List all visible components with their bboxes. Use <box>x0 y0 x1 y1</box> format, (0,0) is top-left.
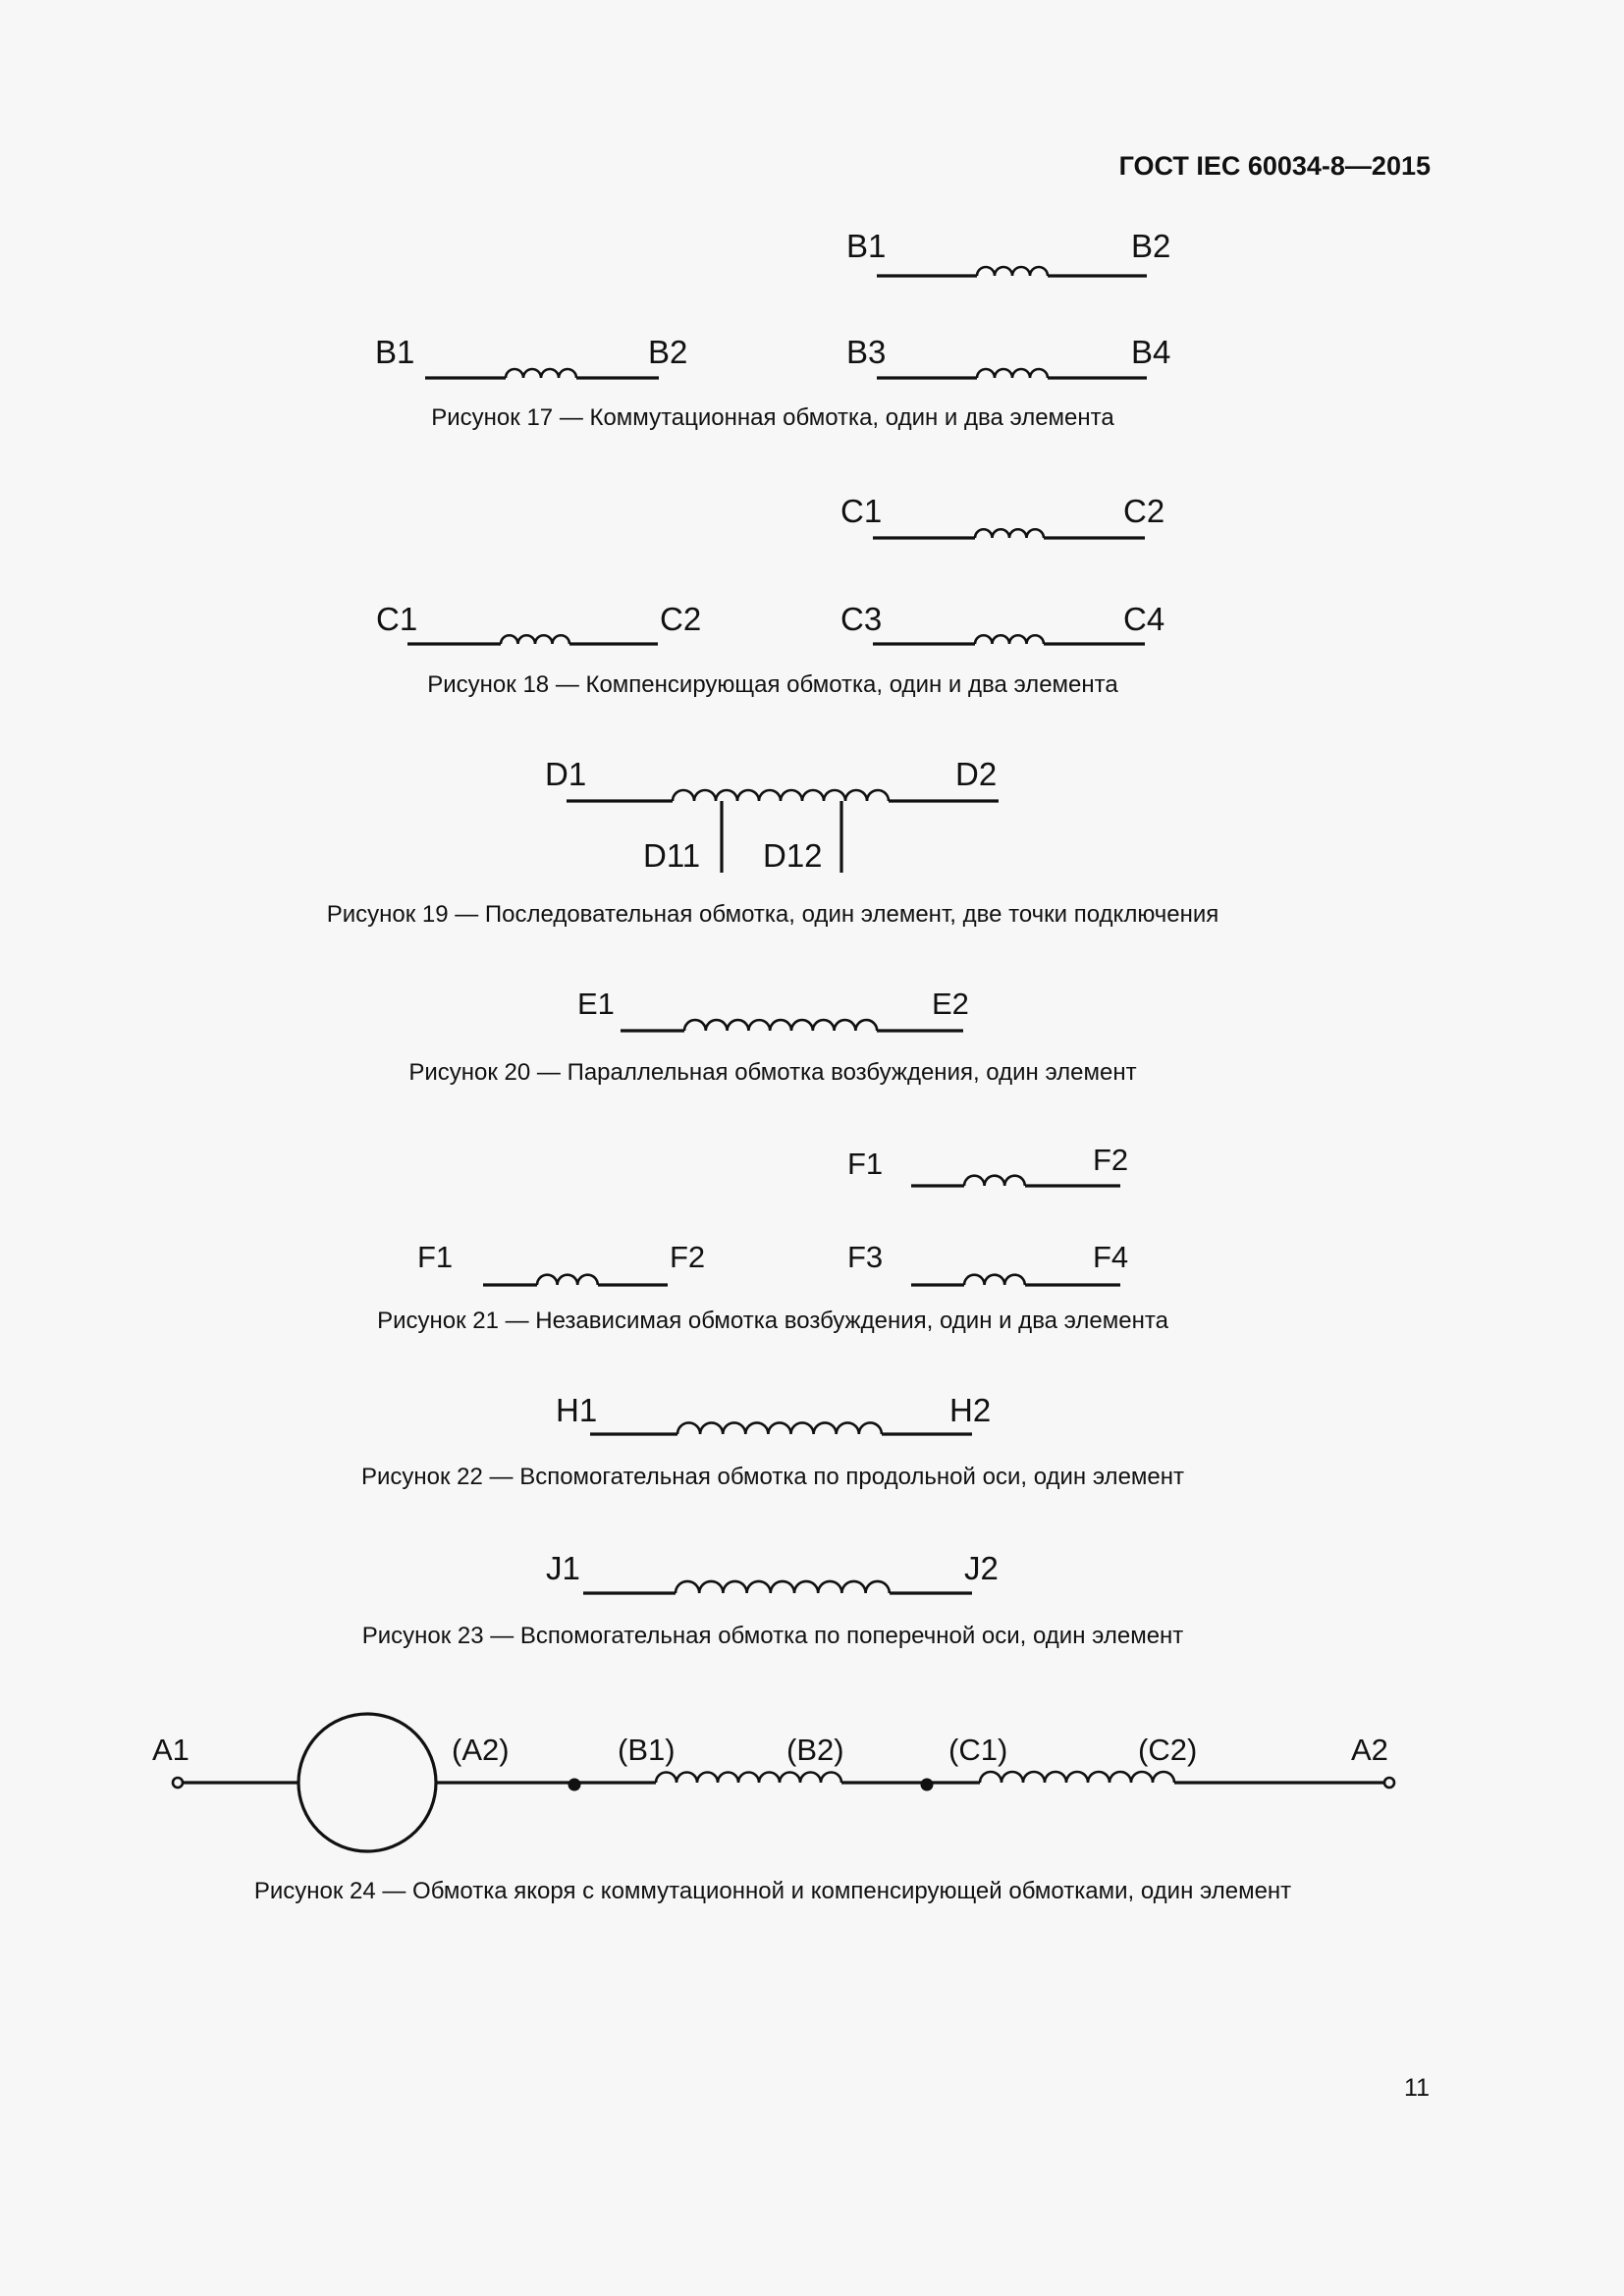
fig22-label-left: H1 <box>556 1392 598 1428</box>
fig19-tap-label-2: D12 <box>763 837 823 874</box>
fig17-top-label-right: B2 <box>1131 228 1171 264</box>
fig23-caption: Рисунок 23 — Вспомогательная обмотка по поперечной оси, один элемент <box>361 1623 1184 1649</box>
coil-winding <box>977 369 1048 378</box>
fig21-top-winding <box>847 1143 1128 1186</box>
armature-circle <box>298 1714 436 1851</box>
coil-winding <box>506 369 576 378</box>
fig21-single-winding <box>417 1240 705 1285</box>
fig18-top-winding <box>840 493 1164 538</box>
coil-winding <box>964 1176 1025 1186</box>
fig17-bottom-label-left: B3 <box>846 334 887 370</box>
fig18-caption: Рисунок 18 — Компенсирующая обмотка, один и два элемента <box>427 671 1118 698</box>
coil-winding <box>975 529 1044 538</box>
terminal-a1-open <box>173 1778 183 1788</box>
fig21-single-label-left: F1 <box>417 1240 454 1274</box>
fig18-single-label-left: C1 <box>376 601 418 637</box>
fig24-label-c1: (C1) <box>948 1733 1008 1767</box>
fig18-bottom-label-right: C4 <box>1123 601 1165 637</box>
coil-winding <box>684 1020 877 1031</box>
standard-header: ГОСТ IEC 60034-8—2015 <box>1118 151 1431 181</box>
coil-winding <box>975 635 1044 644</box>
fig20-caption: Рисунок 20 — Параллельная обмотка возбуждения, один элемент <box>408 1059 1137 1086</box>
fig17-single-winding <box>375 334 687 378</box>
coil-winding <box>964 1275 1025 1285</box>
fig24-label-c2: (C2) <box>1138 1733 1198 1767</box>
fig18-bottom-winding <box>840 601 1164 644</box>
fig18-top-label-right: C2 <box>1123 493 1165 529</box>
fig17-top-winding <box>846 228 1170 276</box>
figure-24 <box>152 1714 1394 1904</box>
figure-19 <box>327 756 1219 928</box>
fig21-bottom-winding <box>847 1240 1128 1285</box>
fig21-single-label-right: F2 <box>670 1240 706 1274</box>
fig24-label-b1: (B1) <box>618 1733 676 1767</box>
fig18-top-label-left: C1 <box>840 493 883 529</box>
figure-18 <box>376 493 1164 698</box>
fig22-caption: Рисунок 22 — Вспомогательная обмотка по продольной оси, один элемент <box>360 1464 1185 1490</box>
figure-23 <box>362 1550 1184 1649</box>
fig20-label-left: E1 <box>577 987 615 1021</box>
fig21-bottom-label-right: F4 <box>1093 1240 1129 1274</box>
fig17-bottom-winding <box>846 334 1170 378</box>
fig24-label-a1: A1 <box>152 1733 189 1767</box>
figure-17 <box>375 228 1170 431</box>
fig20-label-right: E2 <box>932 987 969 1021</box>
coil-winding <box>977 267 1048 276</box>
figure-21 <box>377 1143 1169 1334</box>
fig19-caption: Рисунок 19 — Последовательная обмотка, один элемент, две точки подключения <box>326 901 1219 928</box>
fig24-label-a2-internal: (A2) <box>452 1733 510 1767</box>
fig17-single-label-left: B1 <box>375 334 415 370</box>
coil-winding <box>676 1581 890 1593</box>
fig23-label-right: J2 <box>964 1550 999 1586</box>
fig19-label-left: D1 <box>545 756 587 792</box>
coil-winding <box>656 1773 841 1784</box>
fig24-label-b2: (B2) <box>786 1733 844 1767</box>
coil-winding <box>980 1772 1174 1783</box>
fig21-top-label-left: F1 <box>847 1147 884 1181</box>
terminal-a2-open <box>1384 1778 1394 1788</box>
fig18-single-winding <box>376 601 701 644</box>
coil-winding <box>677 1422 882 1434</box>
junction-dot-2 <box>921 1779 934 1791</box>
coil-winding <box>501 635 569 644</box>
page-number: 11 <box>1404 2074 1430 2102</box>
fig21-top-label-right: F2 <box>1093 1143 1129 1177</box>
fig24-caption: Рисунок 24 — Обмотка якоря с коммутационной и компенсирующей обмотками, один элемент <box>253 1878 1292 1904</box>
fig23-label-left: J1 <box>546 1550 580 1586</box>
fig17-bottom-label-right: B4 <box>1131 334 1171 370</box>
fig24-label-a2: A2 <box>1351 1733 1388 1767</box>
figure-20 <box>408 987 1136 1086</box>
fig18-single-label-right: C2 <box>660 601 702 637</box>
junction-dot-1 <box>568 1779 581 1791</box>
coil-winding <box>537 1275 598 1285</box>
figure-22 <box>361 1392 1184 1490</box>
fig17-caption: Рисунок 17 — Коммутационная обмотка, один и два элемента <box>431 404 1114 431</box>
fig19-tap-label-1: D11 <box>643 837 701 874</box>
coil-winding <box>673 790 889 801</box>
fig21-bottom-label-left: F3 <box>847 1240 884 1274</box>
fig21-caption: Рисунок 21 — Независимая обмотка возбуждения, один и два элемента <box>377 1308 1168 1334</box>
fig18-bottom-label-left: C3 <box>840 601 883 637</box>
fig17-top-label-left: B1 <box>846 228 887 264</box>
fig22-label-right: H2 <box>949 1392 992 1428</box>
fig19-label-right: D2 <box>955 756 998 792</box>
fig17-single-label-right: B2 <box>648 334 688 370</box>
